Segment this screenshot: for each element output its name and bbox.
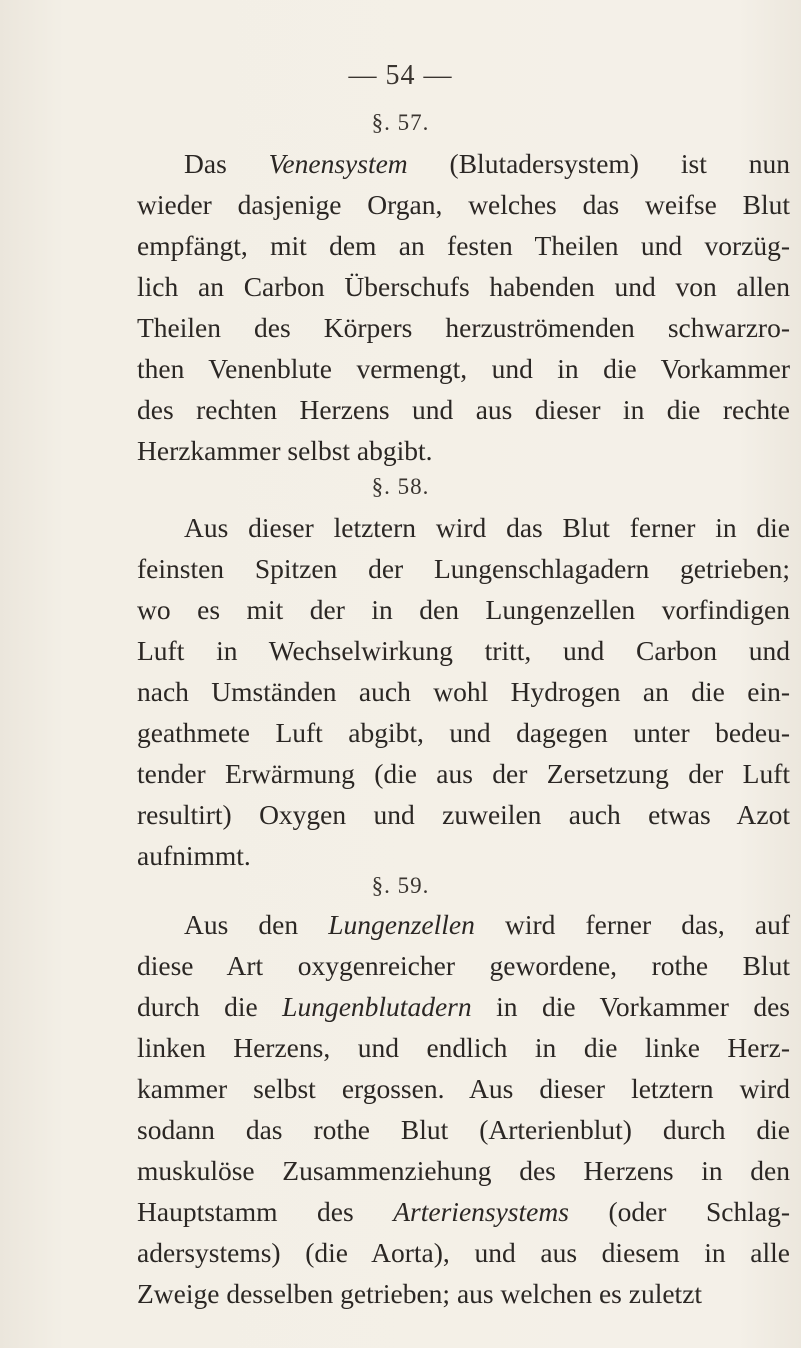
text-line: tender Erwärmung (die aus der Zersetzung der Luft	[137, 758, 790, 789]
text-line: then Venenblute vermengt, und in die Vorkammer	[137, 353, 790, 384]
text-line: Hauptstamm des Arteriensystems (oder Schlag-	[137, 1196, 790, 1227]
section-heading-58: §. 58.	[371, 474, 430, 499]
text-line: Theilen des Körpers herzuströmenden schwarzro-	[137, 312, 790, 343]
text-line: durch die Lungenblutadern in die Vorkammer des	[137, 991, 790, 1022]
page-number: — 54 —	[348, 60, 453, 91]
paragraph-58	[137, 507, 790, 876]
text-line: kammer selbst ergossen. Aus dieser letztern wird	[137, 1073, 790, 1104]
text-line: linken Herzens, und endlich in die linke Herz-	[137, 1032, 790, 1063]
paragraph-59	[137, 904, 790, 1314]
text-line: nach Umständen auch wohl Hydrogen an die ein-	[137, 676, 790, 707]
text-line: Zweige desselben getrieben; aus welchen es zuletzt	[137, 1278, 703, 1309]
text-line: feinsten Spitzen der Lungenschlagadern getrieben;	[137, 553, 790, 584]
italic-term: Venensystem	[268, 148, 408, 179]
text-line: geathmete Luft abgibt, und dagegen unter bedeu-	[137, 717, 790, 748]
text-line: Aus dieser letztern wird das Blut ferner in die	[184, 512, 790, 543]
section-heading-57: §. 57.	[371, 110, 430, 135]
text-line: Das Venensystem (Blutadersystem) ist nun	[184, 148, 790, 179]
text-line: aufnimmt.	[137, 840, 251, 871]
italic-term: Lungenzellen	[328, 909, 475, 940]
text-line: lich an Carbon Überschufs habenden und von allen	[137, 271, 790, 302]
paragraph-57	[137, 143, 790, 471]
text-line: empfängt, mit dem an festen Theilen und vorzüg-	[137, 230, 790, 261]
text-line: diese Art oxygenreicher gewordene, rothe Blut	[137, 950, 790, 981]
text-line: Luft in Wechselwirkung tritt, und Carbon und	[137, 635, 790, 666]
italic-term: Arteriensystems	[393, 1196, 569, 1227]
text-line: wo es mit der in den Lungenzellen vorfindigen	[137, 594, 790, 625]
text-line: adersystems) (die Aorta), und aus diesem in alle	[137, 1237, 790, 1268]
text-line: Aus den Lungenzellen wird ferner das, auf	[184, 909, 790, 940]
text-line: resultirt) Oxygen und zuweilen auch etwas Azot	[137, 799, 790, 830]
text-line: wieder dasjenige Organ, welches das weifse Blut	[137, 189, 790, 220]
text-line: muskulöse Zusammenziehung des Herzens in den	[137, 1155, 790, 1186]
text-line: sodann das rothe Blut (Arterienblut) durch die	[137, 1114, 790, 1145]
text-line: Herzkammer selbst abgibt.	[137, 435, 433, 466]
text-line: des rechten Herzens und aus dieser in die rechte	[137, 394, 790, 425]
italic-term: Lungenblutadern	[282, 991, 472, 1022]
section-heading-59: §. 59.	[371, 873, 430, 898]
